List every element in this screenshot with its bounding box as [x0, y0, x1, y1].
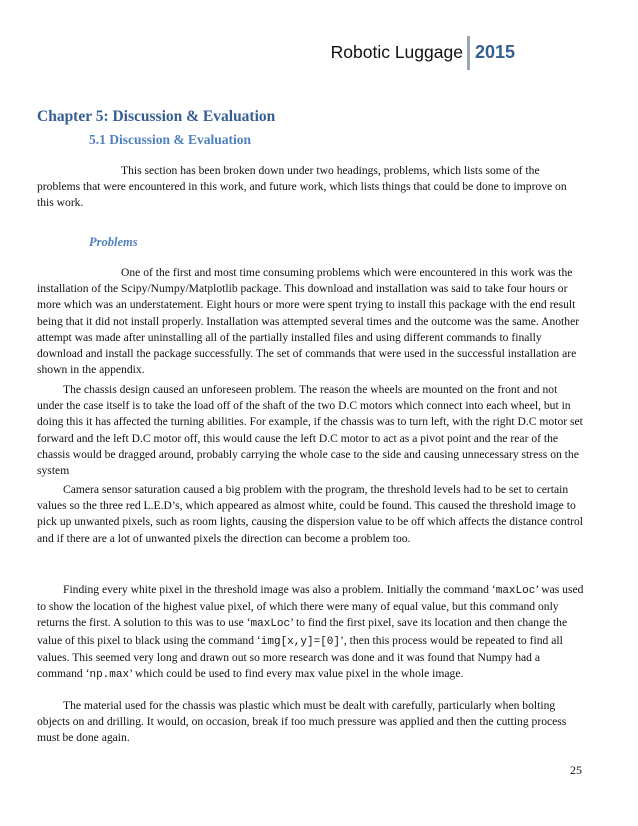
- problem-paragraph-4: [37, 582, 585, 683]
- page-number: 25: [570, 763, 582, 777]
- p4-text-5: ’ which could be used to find every max value pixel in the whole image.: [129, 667, 464, 681]
- section-title: 5.1 Discussion & Evaluation: [89, 132, 252, 147]
- intro-paragraph: This section has been broken down under two headings, problems, which lists some of the problems that were encountered in this work, and future work, which lists things that could be done to improve on this work.: [37, 164, 567, 210]
- problem-paragraph-1: One of the first and most time consuming problems which were encountered in this work was the installation of the Scipy/Numpy/Matplotlib package. This download and installation was said to take four hours or more which was an understatement. Eight hours or more were spent trying to install this package with the end result being that it did not install properly. Installation was attempted several times and the outcome was the same. Another attempt was made after uninstalling all of the partially installed files and using different commands to finally download and install the package successfully. The set of commands that were used in the successful installation are shown in the appendix.: [37, 266, 580, 377]
- p4-text-2: ’ was used to show the location of the highest value pixel, of which there were many of equal value, but this command only returns the first. A solution to this was to use ‘: [37, 583, 584, 630]
- code-np-max: np.max: [89, 669, 130, 682]
- chapter-title: Chapter 5: Discussion & Evaluation: [37, 108, 276, 125]
- p4-text-4: ’, then this process would be repeated to find all values. This seemed very long and drawn out so more research was done and it was found that Numpy had a command ‘: [37, 633, 563, 681]
- problems-heading: Problems: [89, 235, 138, 249]
- code-maxloc-1: maxLoc: [495, 585, 536, 597]
- header-title: Robotic Luggage: [330, 42, 463, 62]
- page-header: [331, 36, 515, 70]
- problem-paragraph-2: The chassis design caused an unforeseen problem. The reason the wheels are mounted on the front and not under the case itself is to take the load off of the shaft of the two D.C motors which connect into each wheel, but in doing this it has affected the turning abilities. For example, if the chassis was to turn left, with the right D.C motor set forward and the left D.C motor off, this would cause the left D.C motor to act as a pivot point and the rear of the chassis would be dragged around, probably carrying the whole case to the side and causing unnecessary stress on the system: [37, 383, 583, 478]
- header-year: 2015: [474, 42, 515, 62]
- code-maxloc-2: maxLoc: [250, 618, 291, 631]
- problem-paragraph-5: The material used for the chassis was plastic which must be dealt with carefully, particularly when bolting objects on and drilling. It would, on occasion, break if too much pressure was applied and then the cutting process must be done again.: [37, 699, 567, 745]
- header-divider: [467, 36, 470, 70]
- code-img-assign: img[x,y]=[0]: [260, 635, 340, 648]
- p4-text-3: ’ to find the first pixel, save its location and then change the value of this pixel to black using the command ‘: [37, 616, 568, 647]
- problem-paragraph-3: Camera sensor saturation caused a big problem with the program, the threshold levels had to be set to certain values so the three red L.E.D’s, which appeared as almost white, could be found. This caused the threshold image to pick up unwanted pixels, such as room lights, causing the dispersion value to be off which affects the distance control and if there are a lot of unwanted pixels the direction can become a problem too.: [37, 483, 583, 545]
- p4-text-1: Finding every white pixel in the threshold image was also a problem. Initially the command ‘: [63, 583, 496, 596]
